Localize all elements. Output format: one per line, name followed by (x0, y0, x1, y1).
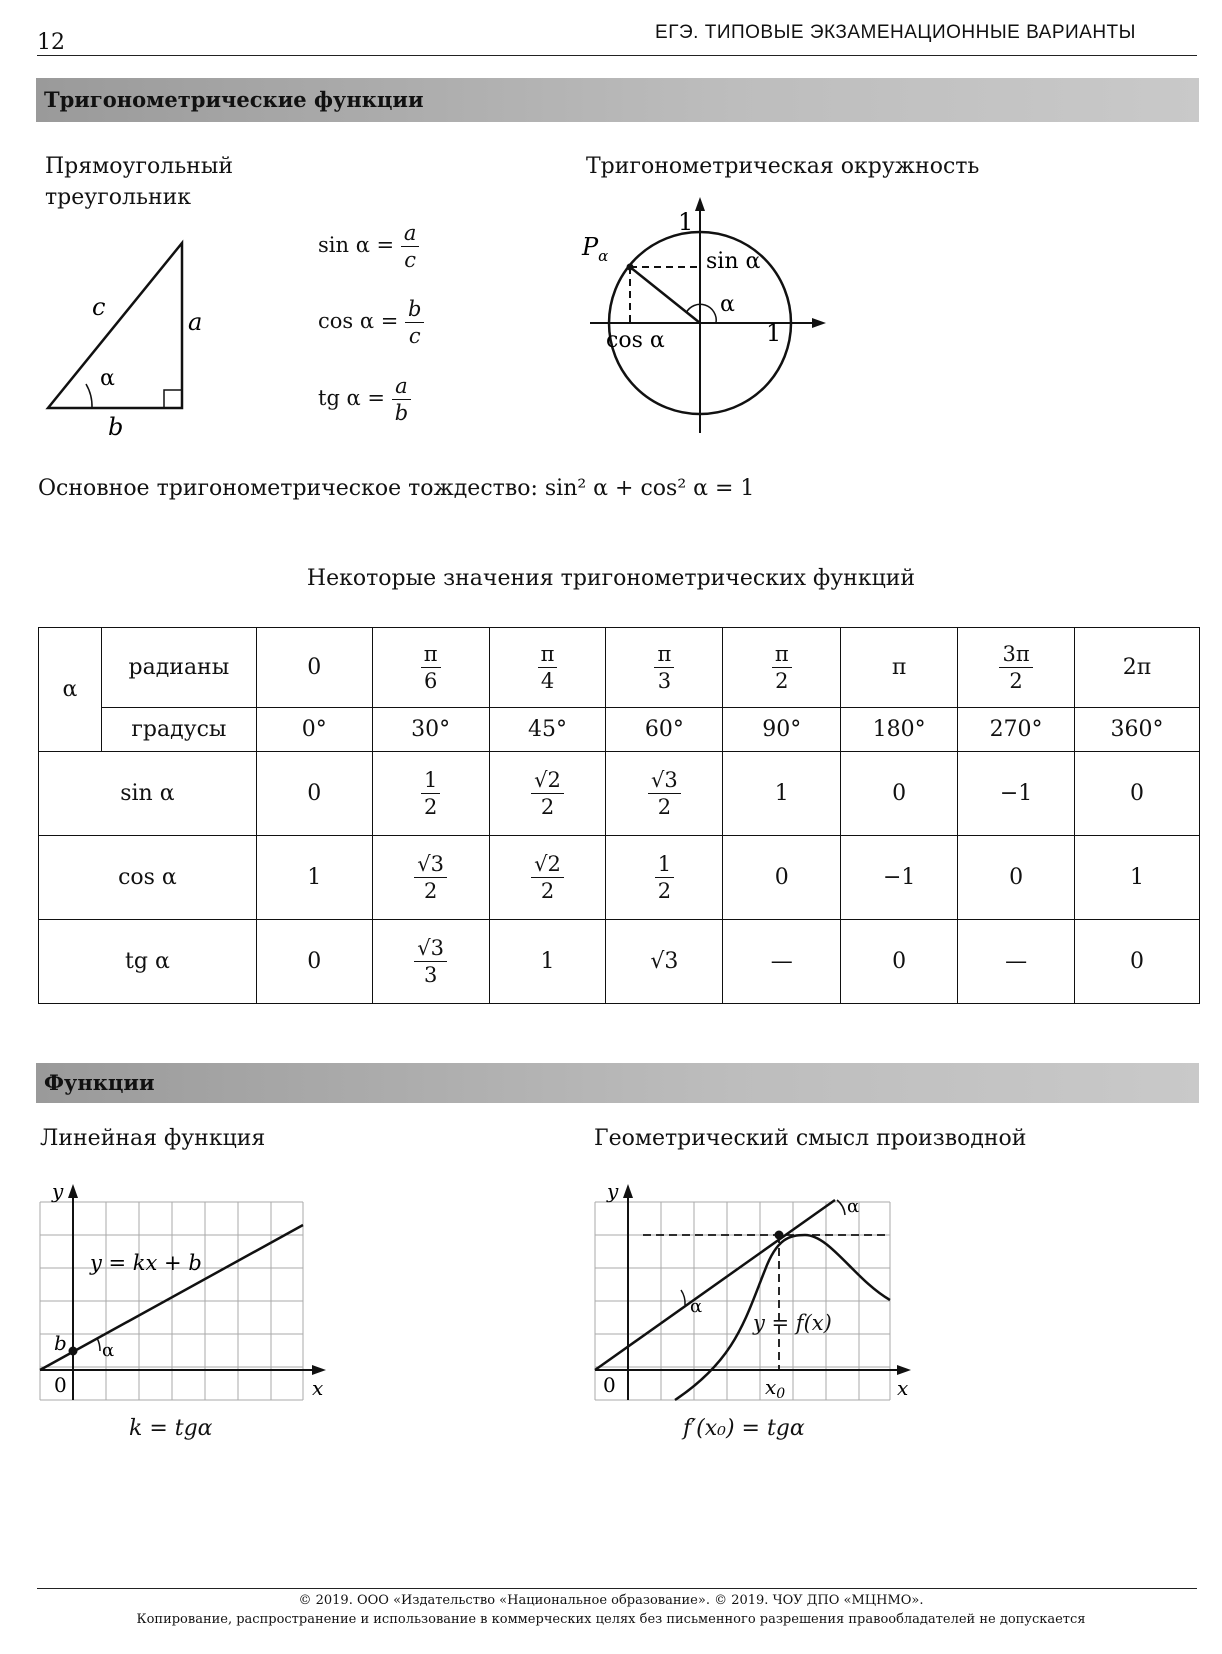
value-cell (372, 920, 489, 1004)
value-cell (489, 920, 606, 1004)
radian-cell (489, 628, 606, 708)
degree-cell: 360° (1075, 708, 1200, 752)
point-p-label (581, 233, 608, 265)
table-row-cos (39, 836, 1200, 920)
linear-origin-label: 0 (54, 1373, 67, 1397)
value-cell (256, 752, 372, 836)
alpha-header-cell (39, 628, 102, 752)
footer-copyright: © 2019. ООО «Издательство «Национальное образование». © 2019. ЧОУ ДПО «МЦНМО». (298, 1593, 924, 1608)
point-p (627, 264, 634, 271)
intercept-point (69, 1347, 78, 1356)
value-cell (958, 836, 1075, 920)
value: 0 (307, 949, 322, 974)
cos-label: cos α (606, 328, 665, 353)
radian-num: π (538, 643, 558, 668)
degree-cell: 90° (723, 708, 841, 752)
value-cell (1075, 836, 1200, 920)
footer-rule (37, 1588, 1197, 1589)
value-cell (606, 752, 723, 836)
point-p-subscript: α (598, 247, 609, 265)
linear-x-arrow (312, 1365, 326, 1375)
formula-cos (318, 298, 424, 347)
table-title: Некоторые значения тригонометрических функций (306, 566, 916, 591)
circle-heading: Тригонометрическая окружность (586, 154, 980, 179)
radian-cell (841, 628, 958, 708)
value-cell (723, 752, 841, 836)
degree-cell: 180° (841, 708, 958, 752)
radian-num: π (421, 643, 441, 668)
value: √3 (650, 949, 679, 974)
circle-y-arrow (695, 197, 705, 211)
row-label-sin: sin α (39, 752, 257, 836)
value: 0 (1130, 949, 1144, 974)
formula-cos-lhs: cos α = (318, 309, 399, 334)
triangle-shape (48, 243, 182, 408)
radians-label-cell (101, 628, 256, 708)
radian-num: 3π (999, 643, 1032, 668)
x0-subscript: 0 (776, 1386, 786, 1402)
value-num: √3 (414, 937, 447, 962)
circle-x-arrow (812, 318, 826, 328)
triangle-heading-line1: Прямоугольный (45, 154, 234, 179)
radian-cell (1075, 628, 1200, 708)
section-band-func (36, 1063, 1199, 1103)
formula-tg (318, 375, 411, 424)
circle-angle-arc (686, 304, 716, 323)
value-den: 2 (657, 879, 672, 903)
side-a-label: a (188, 308, 203, 336)
formula-sin-lhs: sin α = (318, 233, 395, 258)
degree-cell: 270° (958, 708, 1075, 752)
value-cell (723, 836, 841, 920)
value-cell (372, 836, 489, 920)
radian-cell (256, 628, 372, 708)
identity-text: Основное тригонометрическое тождество: (38, 476, 538, 501)
deriv-origin-label: 0 (603, 1373, 616, 1397)
value-num: √3 (414, 853, 447, 878)
value-num: √2 (531, 769, 564, 794)
deriv-angle-arc-low (681, 1290, 685, 1305)
formula-cos-fraction (405, 298, 424, 347)
radian-cell (958, 628, 1075, 708)
value-num: 1 (655, 853, 674, 878)
x0-label (765, 1375, 785, 1402)
degree-cell: 60° (606, 708, 723, 752)
identity-formula: sin² α + cos² α = 1 (544, 476, 755, 501)
value-den: 2 (423, 879, 438, 903)
value: 0 (892, 949, 907, 974)
value: 1 (774, 781, 789, 806)
row-label-tg: tg α (39, 920, 257, 1004)
right-angle-mark (164, 390, 182, 408)
deriv-y-label: y (607, 1179, 619, 1203)
value-cell (256, 920, 372, 1004)
table-row-tg (39, 920, 1200, 1004)
value-cell (723, 920, 841, 1004)
header-rule (37, 55, 1197, 56)
value-cell (489, 836, 606, 920)
value: −1 (999, 781, 1033, 806)
derivative-graph (585, 1170, 925, 1410)
degrees-label-cell (101, 708, 256, 752)
value-num: √2 (531, 853, 564, 878)
linear-equation: y = kx + b (90, 1251, 202, 1275)
value-den: 2 (657, 795, 672, 819)
radian-value: 2π (1122, 655, 1152, 680)
radian-den: 3 (657, 669, 672, 693)
x0-letter: x (765, 1375, 777, 1399)
degrees-label: градусы (131, 717, 227, 742)
radian-cell (606, 628, 723, 708)
radian-num: π (772, 643, 792, 668)
formula-cos-num: b (405, 298, 424, 323)
value-cell (256, 836, 372, 920)
tangent-point (775, 1231, 784, 1240)
deriv-y-arrow (623, 1184, 633, 1198)
value-den: 2 (540, 795, 555, 819)
value: — (770, 949, 793, 974)
radian-num: π (654, 643, 674, 668)
formula-sin (318, 222, 419, 271)
linear-y-label: y (52, 1179, 64, 1203)
value: 0 (892, 781, 907, 806)
linear-heading: Линейная функция (40, 1126, 266, 1151)
row-label-cos: cos α (39, 836, 257, 920)
value: 1 (307, 865, 322, 890)
linear-graph (30, 1170, 340, 1410)
degree-cell: 45° (489, 708, 606, 752)
formula-sin-fraction (401, 222, 420, 271)
trig-values-table (38, 627, 1200, 1004)
side-b-label: b (108, 413, 124, 441)
value-cell (1075, 920, 1200, 1004)
value: −1 (882, 865, 916, 890)
value: 0 (307, 781, 322, 806)
radian-den: 6 (423, 669, 438, 693)
derivative-caption: f′(x₀) = tgα (683, 1416, 805, 1441)
one-top-label: 1 (678, 208, 694, 236)
linear-x-label: x (312, 1376, 324, 1400)
point-p-letter: P (582, 233, 599, 261)
hyp-label: c (92, 293, 106, 321)
value-cell (841, 752, 958, 836)
value: 0 (774, 865, 789, 890)
radius-line (630, 267, 700, 323)
table-row-sin (39, 752, 1200, 836)
radian-den: 2 (775, 669, 789, 693)
value-num: √3 (648, 769, 681, 794)
value: — (1005, 949, 1028, 974)
radians-label: радианы (128, 655, 230, 680)
triangle-heading-line2: треугольник (45, 185, 192, 210)
linear-alpha-label: α (102, 1340, 115, 1361)
value: 0 (1009, 865, 1024, 890)
value-den: 2 (540, 879, 555, 903)
value-den: 3 (423, 963, 438, 987)
value-cell (958, 752, 1075, 836)
sin-label: sin α (706, 249, 761, 274)
linear-y-arrow (68, 1184, 78, 1198)
linear-intercept-label: b (54, 1331, 67, 1355)
value-cell (958, 920, 1075, 1004)
value: 0 (1130, 781, 1144, 806)
section-band-trig (36, 78, 1199, 122)
value-cell (841, 836, 958, 920)
tangent-line (595, 1200, 835, 1370)
value: 1 (1130, 865, 1144, 890)
deriv-equation: y = f(x) (753, 1311, 832, 1335)
angle-arc (86, 384, 92, 408)
value-num: 1 (421, 769, 440, 794)
deriv-alpha-low: α (690, 1296, 703, 1317)
radian-value: 0 (307, 655, 322, 680)
degree-cell: 0° (256, 708, 372, 752)
alpha-label: α (100, 366, 115, 391)
linear-angle-arc (97, 1338, 100, 1351)
formula-sin-num: a (401, 222, 420, 247)
one-right-label: 1 (766, 319, 782, 347)
formula-tg-den: b (394, 401, 409, 426)
radian-den: 2 (1009, 669, 1023, 693)
deriv-alpha-high: α (847, 1196, 860, 1217)
deriv-x-arrow (897, 1365, 911, 1375)
value-cell (489, 752, 606, 836)
trig-circle-diagram (580, 195, 840, 445)
value-cell (1075, 752, 1200, 836)
formula-cos-den: c (408, 324, 421, 349)
degree-cell: 30° (372, 708, 489, 752)
alpha-header: α (62, 677, 78, 702)
formula-sin-den: c (404, 248, 416, 273)
derivative-heading: Геометрический смысл производной (594, 1126, 1027, 1151)
value-cell (606, 836, 723, 920)
radian-cell (723, 628, 841, 708)
value-cell (841, 920, 958, 1004)
circle-alpha-label: α (720, 292, 735, 317)
section-title-trig: Тригонометрические функции (44, 87, 424, 112)
footer-notice: Копирование, распространение и использование в коммерческих целях без письменного разрешения правообладателей не допускается (136, 1612, 1086, 1627)
formula-tg-lhs: tg α = (318, 386, 386, 411)
page-number: 12 (37, 30, 65, 55)
table-row-radians (39, 628, 1200, 708)
value-cell (606, 920, 723, 1004)
value: 1 (540, 949, 555, 974)
radian-value: π (891, 655, 907, 680)
right-triangle-diagram (30, 225, 220, 445)
identity (38, 476, 754, 501)
formula-tg-fraction (392, 375, 411, 424)
linear-caption: k = tgα (129, 1416, 213, 1441)
value-cell (372, 752, 489, 836)
running-title: ЕГЭ. ТИПОВЫЕ ЭКЗАМЕНАЦИОННЫЕ ВАРИАНТЫ (655, 22, 1136, 43)
formula-tg-num: a (392, 375, 411, 400)
deriv-x-label: x (897, 1376, 909, 1400)
radian-den: 4 (540, 669, 555, 693)
section-title-func: Функции (44, 1070, 155, 1095)
value-den: 2 (423, 795, 438, 819)
table-row-degrees (39, 708, 1200, 752)
radian-cell (372, 628, 489, 708)
